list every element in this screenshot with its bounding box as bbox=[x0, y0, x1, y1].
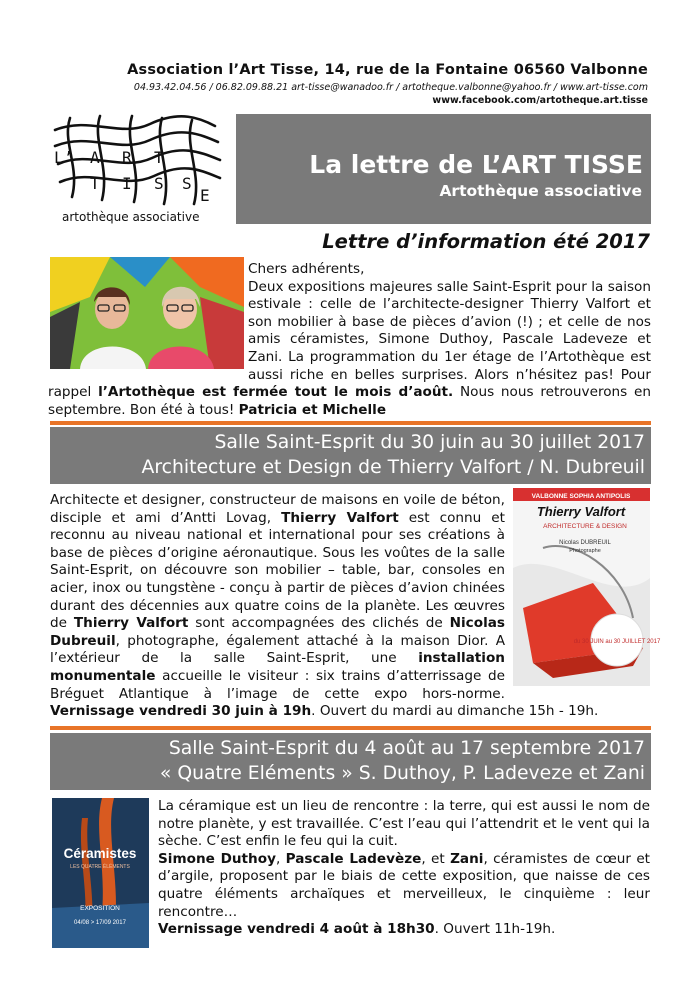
logo-letter: T bbox=[90, 174, 100, 193]
newsletter-title: La lettre de L’ART TISSE bbox=[309, 150, 643, 179]
section2-dates: Salle Saint-Esprit du 4 août au 17 septembre 2017 bbox=[168, 738, 645, 759]
opening-hours: . Ouvert 11h-19h. bbox=[434, 921, 556, 938]
photographer-name: Nicolas Dubreuil bbox=[50, 615, 505, 649]
poster1-dates: du 30 JUIN au 30 JUILLET 2017 bbox=[573, 639, 661, 645]
ceramistes-poster bbox=[52, 798, 149, 948]
poster1-photo-role: Photographe bbox=[569, 548, 601, 554]
artist-name: Thierry Valfort bbox=[281, 509, 399, 526]
poster2-subtitle: LES QUATRE ÉLÉMENTS bbox=[70, 864, 130, 870]
text-run: est connu et reconnu au niveau national et international pour ses créations à base de pièces d’origine aéronautique. Sous les voûtes de la salle Saint-Esprit, on découvre son mobilier – table, bar, consoles en acier, inox ou tungstène - conçu à partir de pièces d’avion chinées durant des décennies aux quatre coins de la planète. Les œuvres de bbox=[50, 509, 505, 632]
section2-title: « Quatre Eléments » S. Duthoy, P. Ladeveze et Zani bbox=[159, 763, 645, 784]
ceramics-intro: La céramique est un lieu de rencontre : la terre, qui est aussi le nom de notre planète, y est travaillée. C’est l’eau qui l’attendrit et le vent qui la sèche. C’est enfin le feu qui la cuit. bbox=[158, 798, 650, 850]
greeting: Chers adhérents, bbox=[248, 261, 365, 277]
logo-letter: L’ bbox=[54, 148, 74, 167]
highlight-text: installation monumentale bbox=[50, 650, 505, 684]
separator: , et bbox=[421, 850, 451, 867]
orange-divider bbox=[50, 726, 651, 730]
opening-date: Vernissage vendredi 4 août à 18h30 bbox=[158, 921, 435, 938]
text-run: , photographe, également attaché à la maison Dior. A l’extérieur de la salle Saint-Esprit, une bbox=[50, 632, 505, 667]
logo-letter: A bbox=[90, 148, 100, 167]
contact-line: 04.93.42.04.56 / 06.82.09.88.21 art-tisse@wanadoo.fr / artotheque.valbonne@yahoo.fr / www.art-tisse.com bbox=[133, 82, 648, 93]
separator: , bbox=[275, 850, 286, 867]
opening-hours: . Ouvert du mardi au dimanche 15h - 19h. bbox=[311, 703, 599, 720]
poster1-subtitle: ARCHITECTURE & DESIGN bbox=[543, 523, 627, 530]
woven-grid-graphic bbox=[50, 112, 225, 212]
logo-letter: I bbox=[122, 174, 132, 193]
text-run: Architecte et designer, constructeur de maisons en voile de béton, disciple et ami d’Antti Lovag, bbox=[50, 492, 505, 526]
intro-after: Nous nous retrouverons en septembre. Bon été à tous! bbox=[48, 384, 651, 418]
logo-letter: T bbox=[154, 148, 164, 167]
art-tisse-logo bbox=[50, 112, 225, 230]
poster1-top: VALBONNE SOPHIA ANTIPOLIS bbox=[531, 493, 631, 500]
logo-letter: R bbox=[122, 148, 132, 167]
logo-tagline: artothèque associative bbox=[62, 210, 200, 224]
poster2-expo: EXPOSITION bbox=[80, 905, 120, 912]
section2-banner bbox=[50, 733, 651, 790]
signature: Patricia et Michelle bbox=[238, 401, 387, 418]
logo-letter: E bbox=[200, 186, 210, 205]
poster1-name: Thierry Valfort bbox=[536, 504, 626, 519]
section2-paragraph bbox=[158, 798, 650, 939]
section1-dates: Salle Saint-Esprit du 30 juin au 30 juillet 2017 bbox=[214, 432, 645, 453]
artist-name: Simone Duthoy bbox=[158, 850, 276, 867]
text-run: sont accompagnées des clichés de bbox=[188, 615, 450, 632]
closure-notice: l’Artothèque est fermée tout le mois d’août. bbox=[98, 384, 454, 401]
poster1-photographer: Nicolas DUBREUIL bbox=[559, 540, 611, 546]
artist-name: Pascale Ladevèze bbox=[285, 850, 422, 867]
text-run: accueille le visiteur : six trains d’atterrissage de Bréguet Atlantique à l’image de cette expo hors-norme. bbox=[50, 667, 505, 702]
logo-letter: S bbox=[154, 174, 164, 193]
intro-paragraph bbox=[48, 261, 651, 419]
orange-divider bbox=[50, 421, 651, 425]
poster2-title: Céramistes bbox=[63, 846, 137, 861]
artist-name: Thierry Valfort bbox=[73, 615, 189, 632]
poster2-dates: 04/08 > 17/09 2017 bbox=[74, 920, 126, 926]
artist-name: Zani bbox=[450, 850, 484, 867]
newsletter-title-banner bbox=[236, 114, 651, 224]
text-run: , céramistes de cœur et d’argile, proposent par le biais de cette exposition, que naisse de ces quatre éléments archaïques et merveilleux, le cinquième : leur rencontre… bbox=[158, 850, 651, 920]
section1-banner bbox=[50, 427, 651, 484]
section1-paragraph bbox=[50, 492, 652, 721]
section1-title: Architecture et Design de Thierry Valfort / N. Dubreuil bbox=[141, 457, 645, 478]
intro-heading: Lettre d’information été 2017 bbox=[322, 230, 650, 253]
intro-text: Deux expositions majeures salle Saint-Esprit pour la saison estivale : celle de l’architecte-designer Thierry Valfort et son mobilier à base de pièces d’avion (!) ; et celle de nos amis céramistes, Simone Duthoy, Pascale Ladeveze et Zani. La programmation du 1er étage de l’Artothèque est aussi riche en belles surprises. Alors n’hésitez pas! Pour rappel bbox=[48, 278, 651, 401]
newsletter-subtitle: Artothèque associative bbox=[439, 182, 642, 200]
facebook-link[interactable]: www.facebook.com/artotheque.art.tisse bbox=[432, 95, 648, 106]
association-address: Association l’Art Tisse, 14, rue de la Fontaine 06560 Valbonne bbox=[127, 62, 648, 78]
logo-letter: S bbox=[182, 174, 192, 193]
contact-info bbox=[40, 81, 648, 107]
opening-date: Vernissage vendredi 30 juin à 19h bbox=[50, 703, 312, 720]
